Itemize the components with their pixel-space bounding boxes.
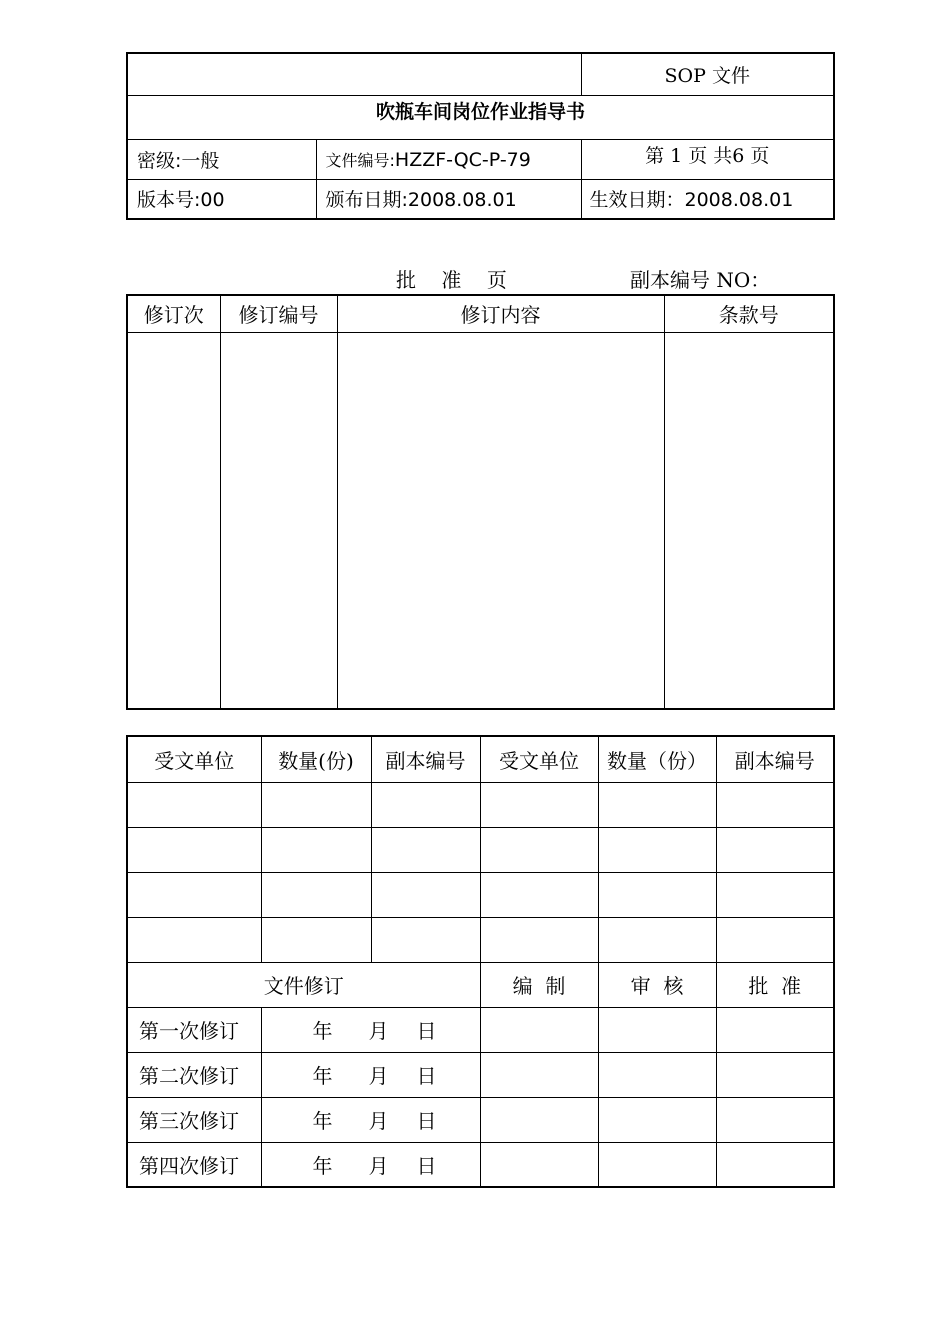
revision-row-label: 第二次修订 — [127, 1052, 261, 1097]
page-indicator: 第 1 页 共6 页 — [581, 139, 834, 179]
issue-date: 颁布日期:2008.08.01 — [316, 179, 581, 219]
revision-cell — [127, 332, 220, 709]
revision-header-times: 修订次 — [127, 295, 220, 332]
month-label: 月 — [368, 1153, 389, 1178]
table-row — [127, 1007, 834, 1052]
month-label: 月 — [368, 1064, 389, 1088]
table-row — [127, 827, 834, 872]
table-row — [127, 917, 834, 962]
dist-header-copy-no: 副本编号 — [371, 736, 480, 782]
revision-cell — [220, 332, 337, 709]
role-approved: 批 准 — [716, 962, 834, 1007]
year-label: 年 — [312, 1109, 333, 1133]
role-reviewed: 审 核 — [598, 962, 716, 1007]
revision-header-number: 修订编号 — [220, 295, 337, 332]
revision-cell — [664, 332, 834, 709]
approval-page-title: 批 准 页 — [396, 268, 507, 292]
table-row — [127, 872, 834, 917]
role-compiled: 编 制 — [480, 962, 598, 1007]
header-blank-cell — [127, 53, 581, 95]
document-title: 吹瓶车间岗位作业指导书 — [127, 95, 834, 139]
day-label: 日 — [416, 1109, 437, 1133]
copy-number-label: 副本编号 NO： — [630, 268, 771, 292]
table-row — [127, 1052, 834, 1097]
day-label: 日 — [416, 1064, 437, 1088]
revision-date — [261, 1052, 480, 1097]
dist-header-quantity: 数量（份） — [598, 736, 716, 782]
year-label: 年 — [312, 1019, 333, 1043]
revision-date — [261, 1007, 480, 1052]
table-row — [127, 1142, 834, 1187]
version-number: 版本号:00 — [127, 179, 316, 219]
revision-header-content: 修订内容 — [337, 295, 664, 332]
distribution-table — [126, 735, 835, 1188]
month-label: 月 — [368, 1109, 389, 1133]
revision-table — [126, 294, 835, 710]
day-label: 日 — [416, 1019, 437, 1043]
revision-row-label: 第一次修订 — [127, 1007, 261, 1052]
sop-label: SOP 文件 — [581, 53, 834, 95]
dist-header-recipient: 受文单位 — [127, 736, 261, 782]
security-level: 密级:一般 — [127, 139, 316, 179]
revision-cell — [337, 332, 664, 709]
revision-header-clause: 条款号 — [664, 295, 834, 332]
dist-header-quantity: 数量(份) — [261, 736, 371, 782]
revision-date — [261, 1097, 480, 1142]
day-label: 日 — [416, 1153, 437, 1178]
table-row — [127, 782, 834, 827]
year-label: 年 — [312, 1064, 333, 1088]
document-number-label: 文件编号: — [325, 150, 395, 170]
file-revision-label: 文件修订 — [127, 962, 480, 1007]
dist-header-copy-no: 副本编号 — [716, 736, 834, 782]
document-number — [316, 139, 581, 179]
table-row — [127, 1097, 834, 1142]
month-label: 月 — [368, 1019, 389, 1043]
revision-row-label: 第三次修订 — [127, 1097, 261, 1142]
dist-header-recipient: 受文单位 — [480, 736, 598, 782]
revision-row-label: 第四次修订 — [127, 1142, 261, 1187]
document-header-table — [126, 52, 835, 220]
effective-date: 生效日期：2008.08.01 — [581, 179, 834, 219]
revision-date — [261, 1142, 480, 1187]
document-number-value: HZZF-QC-P-79 — [394, 148, 531, 171]
year-label: 年 — [312, 1153, 333, 1178]
